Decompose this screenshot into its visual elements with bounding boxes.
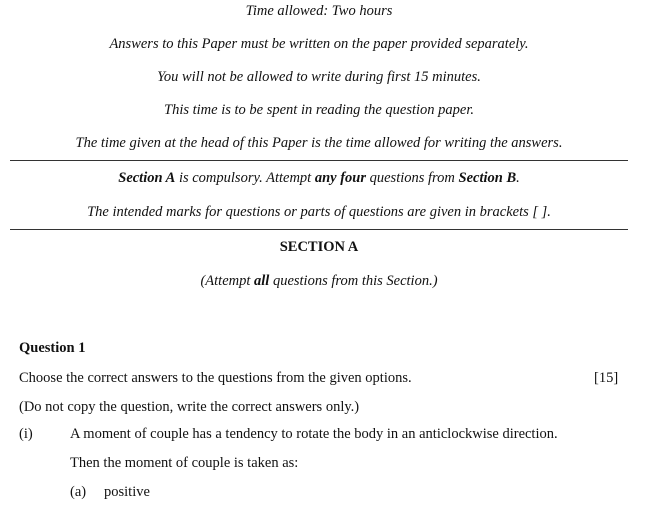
question-instruction: Choose the correct answers to the questions from the given options. [19,370,412,386]
option-text: positive [104,484,150,500]
option-label: (a) [70,484,87,500]
item-number: (i) [19,426,33,442]
item-text: Then the moment of couple is taken as: [70,455,299,471]
question-marks: [15] [594,370,619,386]
item-text: A moment of couple has a tendency to rotate the body in an anticlockwise direction. [70,426,558,442]
question-note: (Do not copy the question, write the correct answers only.) [19,399,360,415]
section-subtitle: (Attempt all questions from this Section.) [200,273,438,289]
instruction-line: This time is to be spent in reading the question paper. [164,102,474,118]
divider [10,160,628,161]
marks-note: The intended marks for questions or parts of questions are given in brackets [ ]. [87,204,551,220]
section-title: SECTION A [279,239,359,255]
time-allowed: Time allowed: Two hours [245,3,393,19]
section-rules: Section A is compulsory. Attempt any four questions from Section B. [118,170,520,186]
instruction-line: The time given at the head of this Paper is the time allowed for writing the answers. [75,135,563,151]
instruction-line: You will not be allowed to write during first 15 minutes. [157,69,481,85]
question-title: Question 1 [19,340,86,356]
divider [10,229,628,230]
instruction-line: Answers to this Paper must be written on the paper provided separately. [109,36,529,52]
